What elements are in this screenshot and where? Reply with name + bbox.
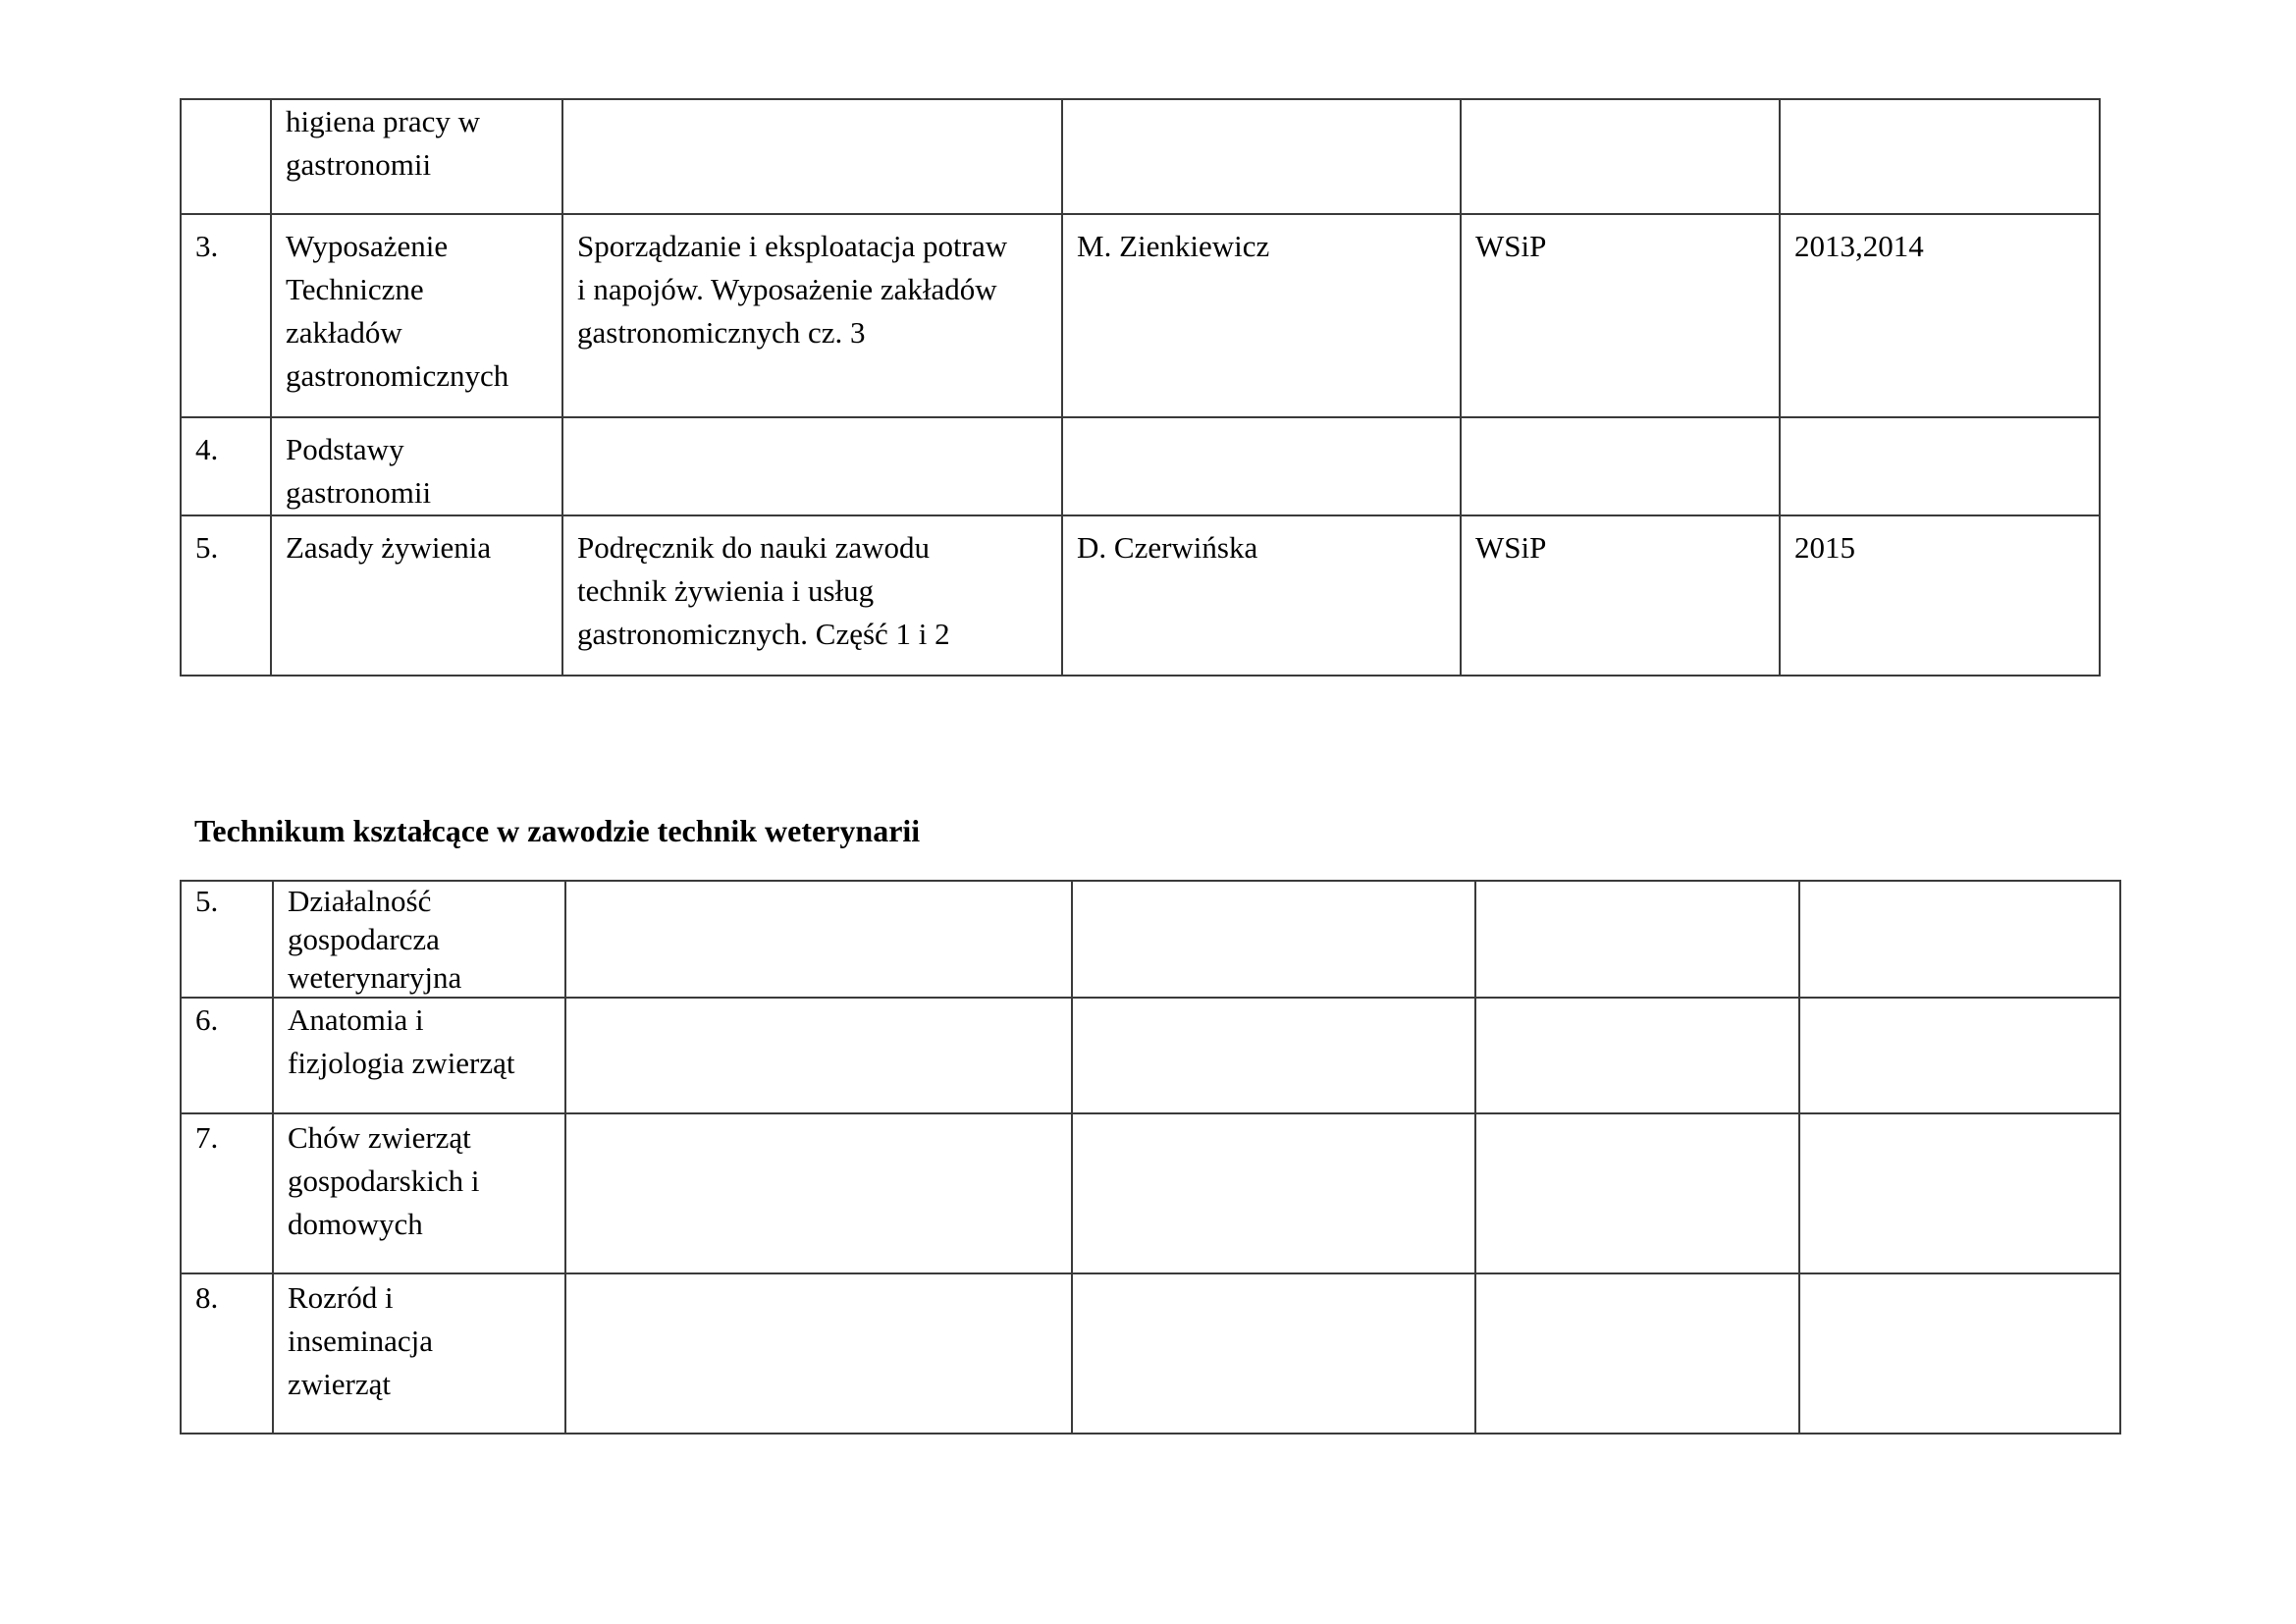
cell-number: 4. bbox=[181, 417, 271, 515]
cell-author bbox=[1072, 881, 1475, 998]
textbook-table-veterinary bbox=[180, 880, 2121, 1435]
table-row bbox=[181, 1273, 2120, 1434]
textbook-table-gastronomy bbox=[180, 98, 2101, 677]
cell-year bbox=[1799, 881, 2120, 998]
cell-year bbox=[1780, 417, 2100, 515]
cell-number: 7. bbox=[181, 1113, 273, 1273]
cell-number: 5. bbox=[181, 881, 273, 998]
cell-number: 3. bbox=[181, 214, 271, 417]
cell-year: 2013,2014 bbox=[1780, 214, 2100, 417]
cell-title bbox=[562, 99, 1062, 214]
cell-year bbox=[1799, 998, 2120, 1113]
cell-title bbox=[562, 417, 1062, 515]
table-row bbox=[181, 214, 2100, 417]
cell-title bbox=[565, 998, 1072, 1113]
cell-title: Podręcznik do nauki zawodu technik żywienia i usług gastronomicznych. Część 1 i 2 bbox=[562, 515, 1062, 676]
section-heading: Technikum kształcące w zawodzie technik weterynarii bbox=[194, 813, 921, 848]
cell-publisher bbox=[1475, 1113, 1799, 1273]
cell-title bbox=[565, 881, 1072, 998]
cell-year bbox=[1799, 1113, 2120, 1273]
cell-publisher: WSiP bbox=[1461, 515, 1780, 676]
cell-title bbox=[565, 1273, 1072, 1434]
cell-publisher bbox=[1461, 99, 1780, 214]
cell-number: 8. bbox=[181, 1273, 273, 1434]
table-row bbox=[181, 417, 2100, 515]
cell-publisher bbox=[1475, 1273, 1799, 1434]
cell-subject: Rozród i inseminacja zwierząt bbox=[273, 1273, 565, 1434]
cell-title bbox=[565, 1113, 1072, 1273]
cell-subject: Chów zwierząt gospodarskich i domowych bbox=[273, 1113, 565, 1273]
cell-subject: Zasady żywienia bbox=[271, 515, 562, 676]
cell-publisher: WSiP bbox=[1461, 214, 1780, 417]
cell-subject: Wyposażenie Techniczne zakładów gastronomicznych bbox=[271, 214, 562, 417]
cell-subject: Podstawy gastronomii bbox=[271, 417, 562, 515]
table-row bbox=[181, 515, 2100, 676]
cell-year bbox=[1780, 99, 2100, 214]
cell-publisher bbox=[1475, 998, 1799, 1113]
cell-author bbox=[1062, 99, 1461, 214]
cell-subject: Działalność gospodarcza weterynaryjna bbox=[273, 881, 565, 998]
cell-author bbox=[1072, 1273, 1475, 1434]
table-row bbox=[181, 1113, 2120, 1273]
cell-year bbox=[1799, 1273, 2120, 1434]
cell-subject: higiena pracy w gastronomii bbox=[271, 99, 562, 214]
table-row bbox=[181, 998, 2120, 1113]
cell-subject: Anatomia i fizjologia zwierząt bbox=[273, 998, 565, 1113]
cell-number: 6. bbox=[181, 998, 273, 1113]
cell-number bbox=[181, 99, 271, 214]
cell-author: M. Zienkiewicz bbox=[1062, 214, 1461, 417]
cell-year: 2015 bbox=[1780, 515, 2100, 676]
cell-author bbox=[1072, 1113, 1475, 1273]
cell-publisher bbox=[1461, 417, 1780, 515]
cell-author bbox=[1072, 998, 1475, 1113]
cell-author: D. Czerwińska bbox=[1062, 515, 1461, 676]
cell-author bbox=[1062, 417, 1461, 515]
table-row bbox=[181, 881, 2120, 998]
cell-publisher bbox=[1475, 881, 1799, 998]
cell-title: Sporządzanie i eksploatacja potraw i napojów. Wyposażenie zakładów gastronomicznych cz. 3 bbox=[562, 214, 1062, 417]
table-row bbox=[181, 99, 2100, 214]
cell-number: 5. bbox=[181, 515, 271, 676]
